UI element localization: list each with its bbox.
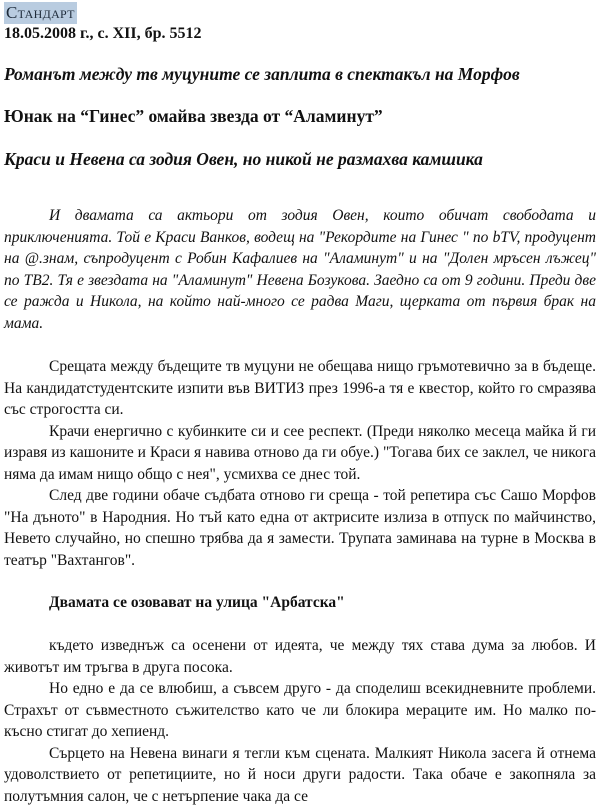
body-paragraph: Но едно е да се влюбиш, а съвсем друго - да споделиш всекидневните проблеми. Страхът от съвместното съжителство като че ли блокира мераците им. Но малко по-късно стигат до хепиенд. bbox=[4, 678, 596, 743]
subheading: Двамата се озовават на улица "Арбатска" bbox=[49, 593, 596, 613]
headline-overline: Романът между тв муцуните се заплита в спектакъл на Морфов bbox=[4, 63, 596, 85]
dateline: 18.05.2008 г., с. XII, бр. 5512 bbox=[4, 24, 596, 44]
body-paragraph: След две години обаче съдбата отново ги среща - той репетира със Сашо Морфов "На дъното" в Народния. Но тъй като една от актрисите излиза в отпуск по майчинство, Невето случайно, но спешно трябва да я замести. Трупата заминава на турне в Москва в театър "Вахтангов". bbox=[4, 485, 596, 571]
article-page bbox=[4, 0, 596, 807]
source-label: Стандарт bbox=[4, 2, 77, 24]
body-paragraph: Срещата между бъдещите тв муцуни не обещава нищо гръмотевично за в бъдеще. На кандидатстудентските изпити във ВИТИЗ през 1996-а тя е квестор, който го смразява със строгостта си. bbox=[4, 356, 596, 421]
body-paragraph: Крачи енергично с кубинките си и сее респект. (Преди няколко месеца майка й ги изравя из кашоните и Краси я навива отново да ги обуе.) "Тогава бих се заклел, че никога няма да имам нищо общо с нея", усмихва се днес той. bbox=[4, 421, 596, 486]
body-paragraph: където изведнъж са осенени от идеята, че между тях става дума за любов. И животът им тръгва в друга посока. bbox=[4, 635, 596, 678]
headline-subtitle: Краси и Невена са зодия Овен, но никой не размахва камшика bbox=[4, 148, 596, 170]
lead-paragraph: И двамата са актьори от зодия Овен, които обичат свободата и приключенията. Той е Краси Ванков, водещ на "Рекордите на Гинес " по bTV, продуцент на @.знам, съпродуцент с Робин Кафалиев на "Аламинут" и на "Долен мръсен лъжец" по ТВ2. Тя е звездата на "Аламинут" Невена Бозукова. Заедно са от 9 години. Преди две се ражда и Никола, на който най-много се радва Маги, щерката от първия брак на мама. bbox=[4, 205, 596, 334]
body-paragraph: Сърцето на Невена винаги я тегли към сцената. Малкият Никола засега й отнема удоволствието от репетициите, но й носи други радости. Така обаче е закопняла за полутъмния салон, че с нетърпение чака да се bbox=[4, 743, 596, 807]
headline-title: Юнак на “Гинес” омайва звезда от “Аламинут” bbox=[4, 105, 596, 127]
